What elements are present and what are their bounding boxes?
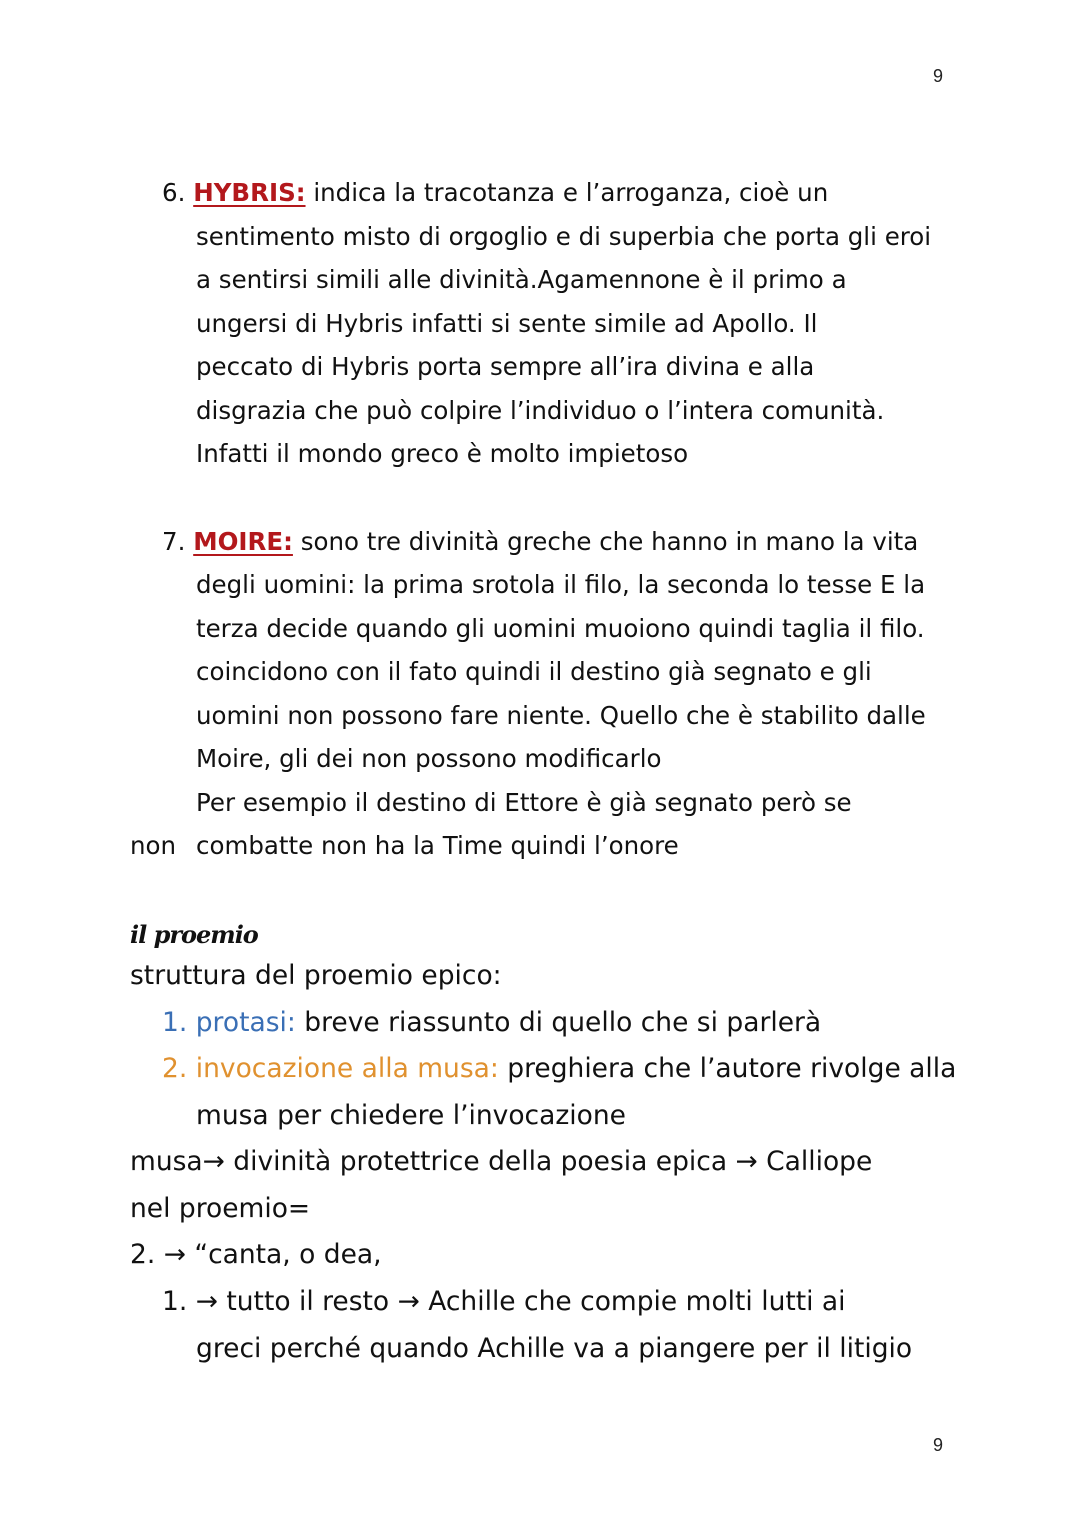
item-number: 6.	[162, 178, 186, 207]
text-line: sono tre divinità greche che hanno in mano la vita	[300, 527, 919, 556]
text-line: combatte non ha la Time quindi l’onore	[196, 831, 679, 860]
list-item-protasi	[162, 1007, 822, 1038]
text-line: preghiera che l’autore rivolge alla	[507, 1053, 957, 1084]
page-number-top: 9	[933, 66, 944, 86]
text-line: breve riassunto di quello che si parlerà	[304, 1007, 822, 1038]
text-line: sentimento misto di orgoglio e di superbia che porta gli eroi	[196, 222, 932, 251]
stray-word: non	[130, 831, 177, 860]
item-number: 7.	[162, 527, 186, 556]
text-line: coincidono con il fato quindi il destino già segnato e gli	[196, 657, 872, 686]
label-invocazione: invocazione alla musa:	[195, 1053, 499, 1084]
text-line: musa per chiedere l’invocazione	[196, 1100, 626, 1131]
text-line: → tutto il resto → Achille che compie molti lutti ai	[195, 1286, 846, 1317]
text-line: peccato di Hybris porta sempre all’ira divina e alla	[196, 352, 815, 381]
canta-line: 2. → “canta, o dea,	[130, 1239, 382, 1270]
label-protasi: protasi:	[195, 1007, 296, 1038]
text-line: Per esempio il destino di Ettore è già segnato però se	[196, 788, 852, 817]
structure-title: struttura del proemio epico:	[130, 960, 502, 991]
list-item-tutto	[162, 1286, 846, 1317]
text-line: a sentirsi simili alle divinità.Agamennone è il primo a	[196, 265, 847, 294]
list-item-invocazione	[162, 1053, 957, 1084]
text-line: terza decide quando gli uomini muoiono quindi taglia il filo.	[196, 614, 925, 643]
term-moire: MOIRE:	[193, 527, 293, 556]
item-number: 1.	[162, 1286, 188, 1317]
item-number: 2.	[162, 1053, 188, 1084]
musa-line: musa→ divinità protettrice della poesia epica → Calliope	[130, 1146, 873, 1177]
text-line: ungersi di Hybris infatti si sente simile ad Apollo. Il	[196, 309, 818, 338]
text-line: disgrazia che può colpire l’individuo o l’intera comunità.	[196, 396, 885, 425]
item-number: 1.	[162, 1007, 188, 1038]
section-heading: il proemio	[130, 920, 258, 949]
text-line: uomini non possono fare niente. Quello che è stabilito dalle	[196, 701, 926, 730]
text-line: Moire, gli dei non possono modificarlo	[196, 744, 662, 773]
page-number-bottom: 9	[933, 1435, 944, 1455]
text-line: degli uomini: la prima srotola il filo, la seconda lo tesse E la	[196, 570, 926, 599]
nel-proemio: nel proemio=	[130, 1193, 311, 1224]
text-line: Infatti il mondo greco è molto impietoso	[196, 439, 689, 468]
text-line: greci perché quando Achille va a piangere per il litigio	[196, 1333, 913, 1364]
text-line: indica la tracotanza e l’arroganza, cioè un	[313, 178, 829, 207]
term-hybris: HYBRIS:	[193, 178, 306, 207]
